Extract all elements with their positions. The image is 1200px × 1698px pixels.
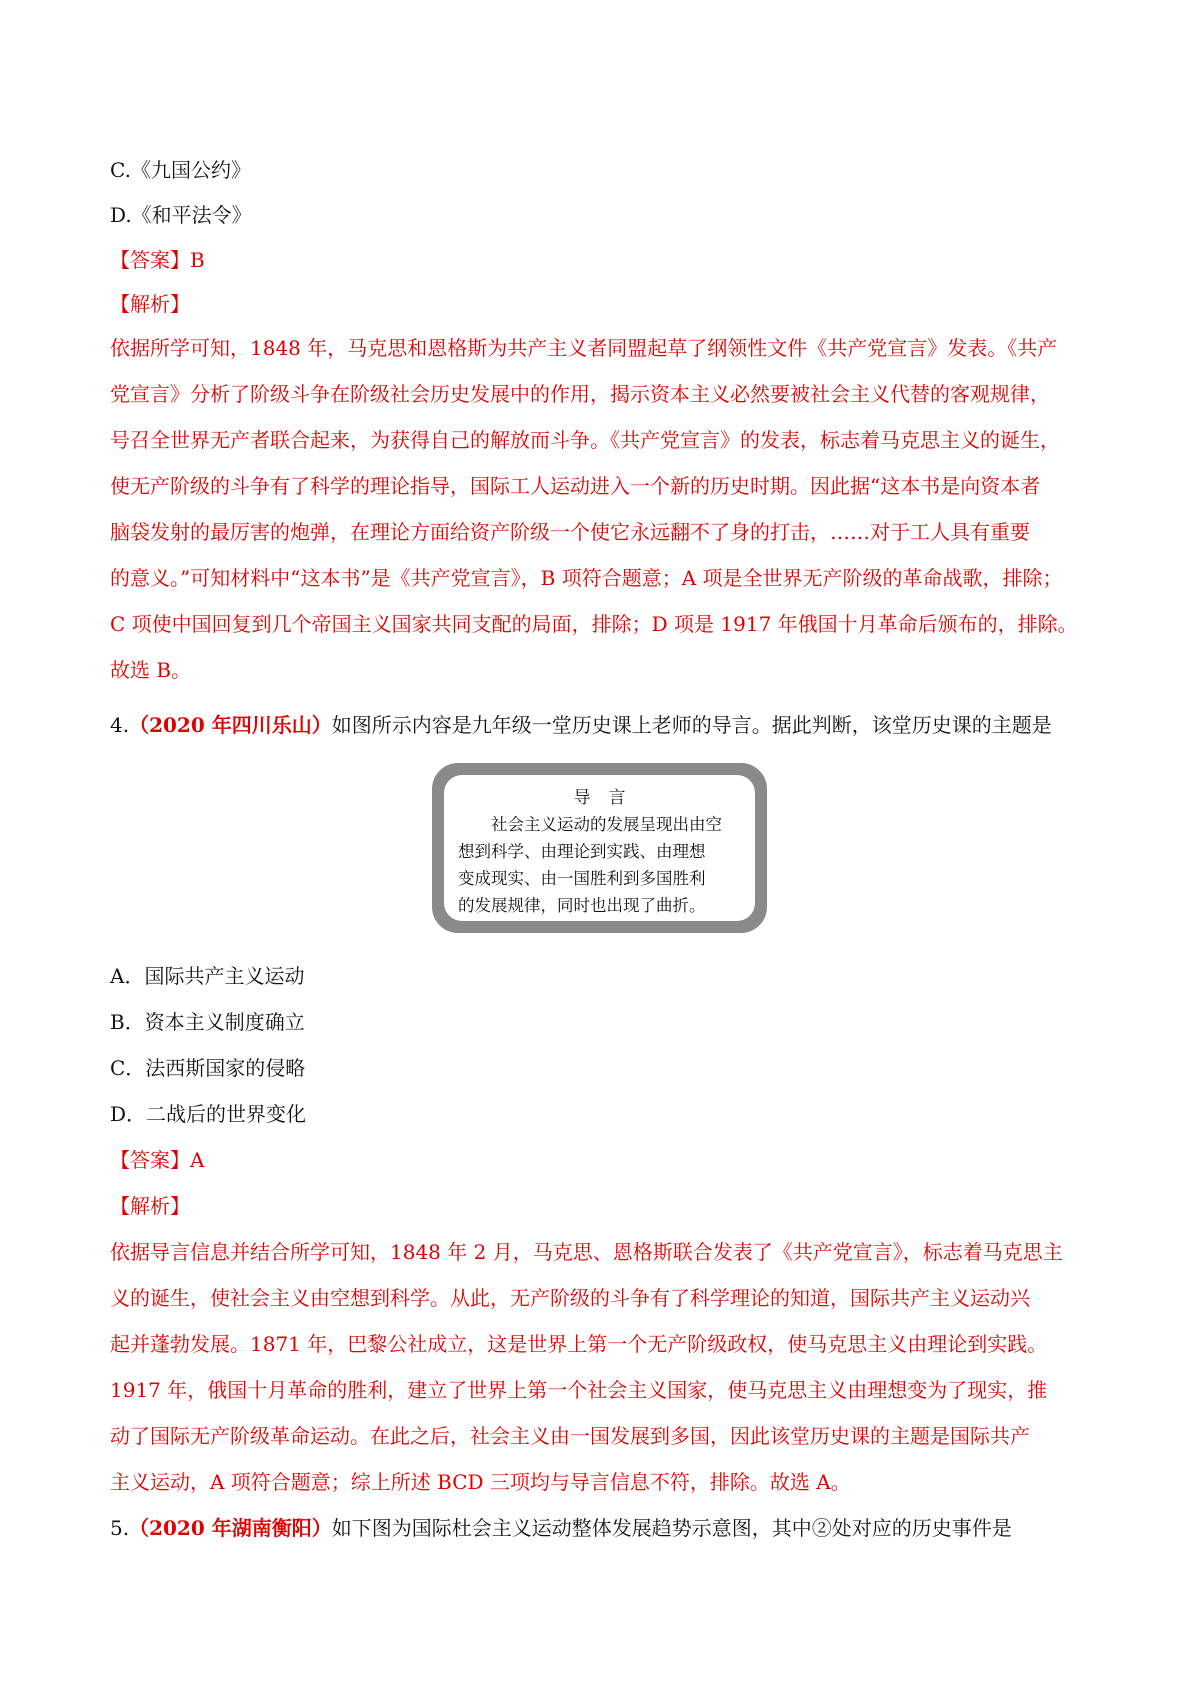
q3-answer-label: 【答案】 xyxy=(110,248,190,272)
q4-analysis-line: 起并蓬勃发展。1871 年，巴黎公社成立，这是世界上第一个无产阶级政权，使马克思主义由理论到实践。 xyxy=(110,1332,1048,1356)
intro-box-line: 社会主义运动的发展呈现出由空 xyxy=(491,815,722,834)
q3-option-c: C.《九国公约》 xyxy=(110,158,251,182)
q4-option-c: C．法西斯国家的侵略 xyxy=(110,1056,306,1080)
q4-analysis-line: 动了国际无产阶级革命运动。在此之后，社会主义由一国发展到多国，因此该堂历史课的主题是国际共产 xyxy=(110,1424,1030,1448)
q5-number: 5. xyxy=(110,1516,130,1540)
q4-analysis-line: 依据导言信息并结合所学可知，1848 年 2 月，马克思、恩格斯联合发表了《共产党宣言》，标志着马克思主 xyxy=(110,1240,1063,1264)
q3-analysis-line: 的意义。”可知材料中“这本书”是《共产党宣言》，B 项符合题意；A 项是全世界无产阶级的革命战歌，排除； xyxy=(110,566,1063,590)
q3-analysis-line: 脑袋发射的最厉害的炮弹，在理论方面给资产阶级一个使它永远翻不了身的打击，……对于工人具有重要 xyxy=(110,520,1030,544)
q5-source: （2020 年湖南衡阳） xyxy=(129,1516,332,1540)
q3-analysis-line: C 项使中国回复到几个帝国主义国家共同支配的局面，排除；D 项是 1917 年俄国十月革命后颁布的，排除。 xyxy=(110,612,1078,636)
q4-analysis-line: 义的诞生，使社会主义由空想到科学。从此，无产阶级的斗争有了科学理论的知道，国际共产主义运动兴 xyxy=(110,1286,1030,1310)
q4-answer xyxy=(110,1146,204,1174)
q3-analysis-line: 党宣言》分析了阶级斗争在阶级社会历史发展中的作用，揭示资本主义必然要被社会主义代替的客观规律， xyxy=(110,382,1050,406)
q4-number: 4. xyxy=(110,713,130,737)
q4-stem-text: 如图所示内容是九年级一堂历史课上老师的导言。据此判断，该堂历史课的主题是 xyxy=(331,713,1052,737)
q4-option-d: D．二战后的世界变化 xyxy=(110,1102,307,1126)
q4-option-a: A．国际共产主义运动 xyxy=(110,964,305,988)
q4-source: （2020 年四川乐山） xyxy=(129,713,332,737)
intro-box-line: 想到科学、由理论到实践、由理想 xyxy=(458,842,706,861)
q4-option-b: B．资本主义制度确立 xyxy=(110,1010,305,1034)
intro-box-inner xyxy=(444,775,755,921)
intro-box-line: 的发展规律，同时也出现了曲折。 xyxy=(458,896,706,915)
q3-analysis-line: 依据所学可知，1848 年，马克思和恩格斯为共产主义者同盟起草了纲领性文件《共产党宣言》发表。《共产 xyxy=(110,336,1058,360)
q3-answer xyxy=(110,246,205,274)
q4-analysis-label: 【解析】 xyxy=(110,1194,190,1218)
intro-box xyxy=(432,763,767,933)
intro-box-title: 导言 xyxy=(573,788,644,808)
q3-analysis-line: 使无产阶级的斗争有了科学的理论指导，国际工人运动进入一个新的历史时期。因此据“这本书是向资本者 xyxy=(110,474,1041,498)
intro-box-line: 变成现实、由一国胜利到多国胜利 xyxy=(458,869,706,888)
q5-stem-text: 如下图为国际杜会主义运动整体发展趋势示意图，其中②处对应的历史事件是 xyxy=(331,1516,1012,1540)
q4-analysis-line: 1917 年，俄国十月革命的胜利，建立了世界上第一个社会主义国家，使马克思主义由理想变为了现实，推 xyxy=(110,1378,1048,1402)
q3-answer-value: B xyxy=(190,248,205,272)
q3-analysis-label: 【解析】 xyxy=(110,292,190,316)
q4-answer-value: A xyxy=(190,1148,205,1172)
q4-stem xyxy=(110,711,1052,739)
q4-answer-label: 【答案】 xyxy=(110,1148,190,1172)
q3-analysis-line: 故选 B。 xyxy=(110,658,192,682)
q4-analysis-line: 主义运动，A 项符合题意；综上所述 BCD 三项均与导言信息不符，排除。故选 A。 xyxy=(110,1470,851,1494)
q3-analysis-line: 号召全世界无产者联合起来，为获得自己的解放而斗争。《共产党宣言》的发表，标志着马克思主义的诞生， xyxy=(110,428,1060,452)
q3-option-d: D.《和平法令》 xyxy=(110,203,252,227)
q5-stem xyxy=(110,1514,1012,1542)
intro-box-body xyxy=(458,811,745,919)
